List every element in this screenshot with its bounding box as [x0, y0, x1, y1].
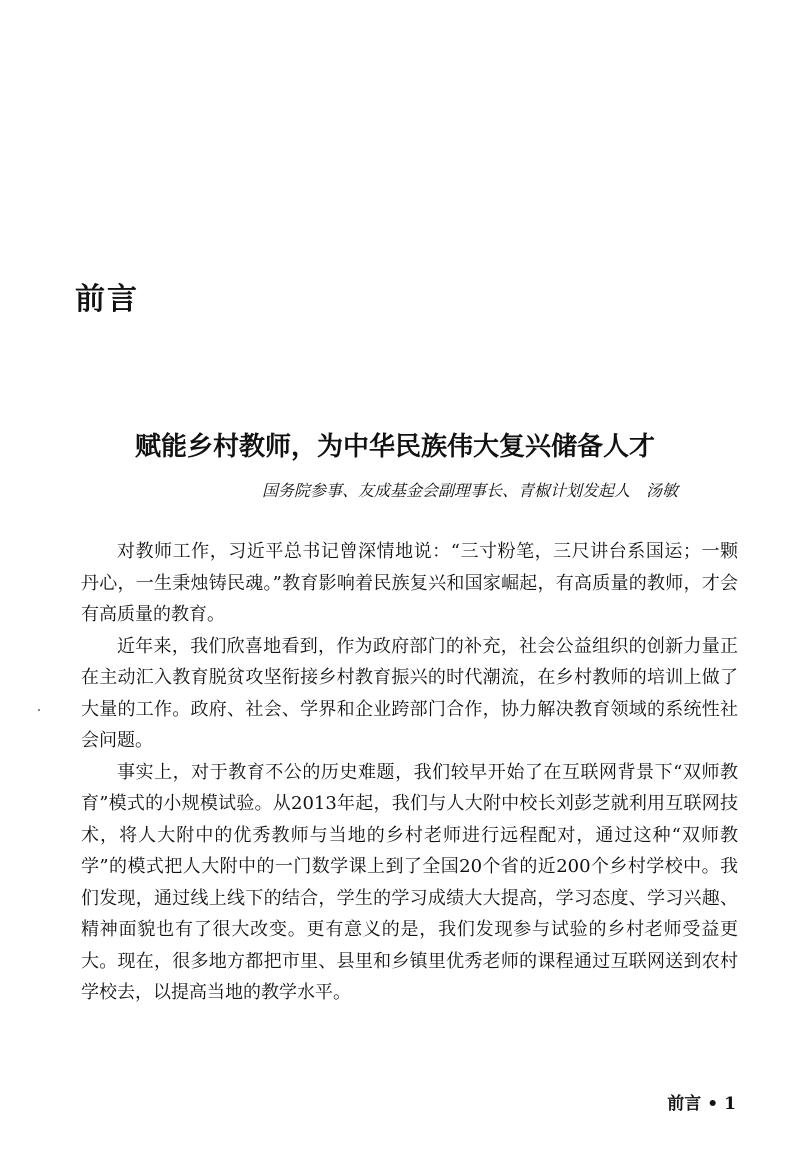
section-title: 前言 — [75, 282, 139, 317]
article-body — [81, 536, 738, 1009]
paragraph-3: 事实上，对于教育不公的历史难题，我们较早开始了在互联网背景下“双师教育”模式的小规模试验。从2013年起，我们与人大附中校长刘彭芝就利用互联网技术，将人大附中的优秀教师与当地的乡村老师进行远程配对，通过这种“双师教学”的模式把人大附中的一门数学课上到了全国20个省的近200个乡村学校中。我们发现，通过线上线下的结合，学生的学习成绩大大提高，学习态度、学习兴趣、精神面貌也有了很大改变。更有意义的是，我们发现参与试验的乡村老师受益更大。现在，很多地方都把市里、县里和乡镇里优秀老师的课程通过互联网送到农村学校去，以提高当地的教学水平。 — [81, 761, 738, 1003]
page-number: 1 — [724, 1094, 736, 1114]
scan-speck — [38, 709, 40, 711]
footer-separator: • — [707, 1094, 719, 1114]
paragraph-2: 近年来，我们欣喜地看到，作为政府部门的补充，社会公益组织的创新力量正在主动汇入教育脱贫攻坚衔接乡村教育振兴的时代潮流，在乡村教师的培训上做了大量的工作。政府、社会、学界和企业跨部门合作，协力解决教育领域的系统性社会问题。 — [81, 635, 738, 751]
paragraph-1: 对教师工作，习近平总书记曾深情地说：“三寸粉笔，三尺讲台系国运；一颗丹心，一生秉烛铸民魂。”教育影响着民族复兴和国家崛起，有高质量的教师，才会有高质量的教育。 — [81, 541, 738, 625]
footer-section-label: 前言 — [667, 1094, 702, 1114]
article-title: 赋能乡村教师，为中华民族伟大复兴储备人才 — [134, 432, 655, 462]
page-footer — [667, 1091, 736, 1117]
author-byline: 国务院参事、友成基金会副理事长、青椒计划发起人 汤敏 — [261, 481, 678, 500]
